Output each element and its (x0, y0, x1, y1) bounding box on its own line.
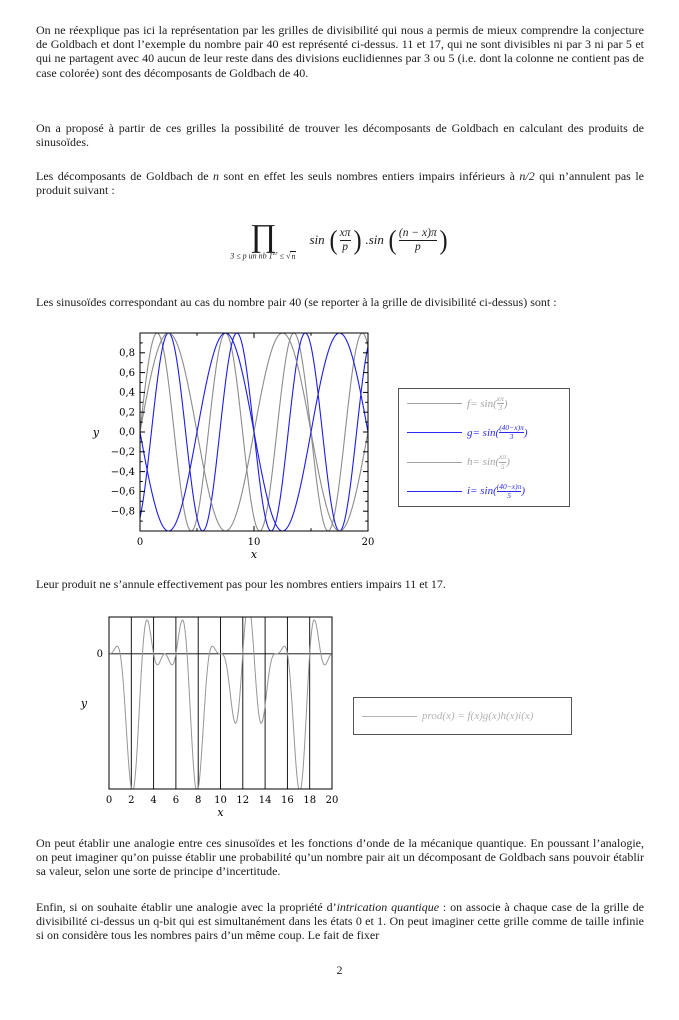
x-tick-label: 8 (195, 795, 202, 806)
x-tick-label: 6 (172, 795, 180, 806)
x-tick-label: 20 (361, 537, 375, 548)
legend-entry-h: h = sin( $\frac{x\pi}{5}$ ) (399, 453, 569, 471)
product-symbol: ∏ (250, 217, 277, 253)
legend-line-sample (407, 432, 462, 433)
y-tick-label: −0,6 (110, 486, 135, 498)
paragraph-entanglement (36, 900, 644, 943)
legend-entry-f: f = sin( $\frac{x\pi}{3}$ ) (399, 395, 569, 413)
x-tick-label: 4 (150, 795, 157, 806)
paragraph-product-nonzero: Leur produit ne s’annule effectivement pas pour les nombres entiers impairs 11 et 17. (36, 577, 446, 591)
legend-fraction: $\frac{(40-x)\pi}{3}$ (499, 423, 524, 442)
legend-line-sample (362, 716, 417, 717)
y-tick-label: 0,6 (119, 367, 135, 379)
legend-entry-prod: prod(x) = f(x)g(x)h(x)i(x) (354, 710, 571, 722)
fraction-1: $\frac{x\pi}{p}$ (339, 226, 351, 253)
x-tick-label: 0 (136, 537, 144, 548)
product-subscript: 3 ≤ p un nb 1er ≤ √n (230, 251, 296, 261)
product-operator (230, 217, 296, 261)
sinusoids-chart-svg (80, 328, 390, 568)
paragraph-sinusoid-products: On a proposé à partir de ces grilles la possibilité de trouver les décomposants de Goldbach en calculant des produits de sinusoïdes. (36, 121, 644, 150)
y-tick-label: −0,4 (110, 466, 135, 478)
y-axis-title: y (80, 697, 88, 710)
sin-term-1: sin (309, 232, 325, 248)
paragraph-decomposants (36, 169, 644, 197)
x-tick-label: 10 (247, 537, 261, 548)
y-tick-label: 0 (96, 648, 103, 660)
x-tick-label: 20 (325, 795, 339, 806)
x-axis-title: x (217, 806, 224, 819)
y-tick-label: −0,8 (110, 506, 135, 518)
close-paren-1: ) (352, 224, 362, 255)
legend-entry-i: i = sin( $\frac{(40-x)\pi}{5}$ ) (399, 483, 569, 501)
goldbach-product-formula (0, 217, 679, 261)
x-tick-label: 0 (105, 795, 113, 806)
x-tick-label: 16 (281, 795, 294, 806)
legend-fraction: $\frac{(40-x)\pi}{5}$ (496, 481, 522, 500)
sinusoids-chart (80, 328, 390, 573)
open-paren-2: ( (388, 224, 397, 255)
p3-text: Les décomposants de Goldbach de (36, 169, 214, 183)
paragraph-sinusoides-40: Les sinusoïdes correspondant au cas du nombre pair 40 (se reporter à la grille de divisibilité ci-dessus) sont : (36, 295, 557, 309)
legend-entry-g: g = sin( $\frac{(40-x)\pi}{3}$ ) (399, 424, 569, 442)
legend-line-sample (407, 491, 462, 492)
legend-fraction: $\frac{x\pi}{5}$ (499, 452, 507, 471)
page-number: 2 (336, 963, 343, 977)
legend-line-sample (407, 462, 462, 463)
legend-line-sample (407, 403, 462, 404)
x-axis-title: x (250, 548, 258, 561)
sqrt-symbol: √ (286, 251, 291, 261)
p3-text-end: qui n’annulent pas le produit suivant : (36, 169, 644, 198)
y-tick-label: 0,4 (119, 387, 135, 399)
sinusoids-legend (398, 388, 570, 507)
paragraph-wave-analogy: On peut établir une analogie entre ces sinusoïdes et les fonctions d’onde de la mécanique quantique. En poussant l’analogie, on peut imaginer qu’on puisse établir une probabilité qu’un nombre pair ait un décomposant de Goldbach sans pouvoir établir sa valeur, selon une sorte de principe d’incertitude. (36, 836, 644, 879)
p7-italic-term: intrication quantique (336, 900, 440, 914)
x-tick-label: 18 (303, 795, 317, 806)
y-tick-label: 0,8 (119, 348, 135, 359)
y-axis-title: y (92, 426, 100, 439)
x-tick-label: 10 (214, 795, 227, 806)
p3-text-mid: sont en effet les seuls nombres entiers impairs inférieurs à (219, 169, 520, 183)
p7-text: Enfin, si on souhaite établir une analogie avec la propriété d’ (36, 900, 337, 914)
fraction-2: $\frac{(n - x)\pi}{p}$ (398, 226, 437, 253)
x-tick-label: 14 (258, 795, 272, 806)
sqrt-argument: n (291, 251, 296, 261)
p7-text-end: : on associe à chaque case de la grille de divisibilité ci-dessus un q-bit qui est simultanément dans les états 0 et 1. On peut imaginer cette grille comme de taille infinie si on considère tous les nombres pairs d’un même coup. Le fait de fixer (36, 900, 644, 943)
legend-fraction: $\frac{x\pi}{3}$ (496, 393, 504, 413)
math-var-n: n (213, 169, 220, 183)
close-paren-2: ) (439, 224, 448, 255)
x-tick-label: 2 (128, 795, 135, 806)
product-chart (60, 608, 360, 825)
plot-area (140, 333, 368, 531)
y-tick-label: −0,2 (110, 447, 135, 458)
open-paren-1: ( (329, 224, 338, 255)
product-chart-svg (60, 608, 360, 820)
y-tick-label: 0,2 (119, 407, 135, 419)
paragraph-intro-grids: On ne réexplique pas ici la représentation par les grilles de divisibilité qui nous a permis de mieux comprendre la conjecture de Goldbach et dont l’exemple du nombre pair 40 est représenté ci-dessus. 11 et 17, qui ne sont divisibles ni par 3 ni par 5 et qui ne partagent avec 40 aucun de leur reste dans des divisions euclidiennes par 3 ou 5 (i.e. dont la colonne ne contient pas de case colorée) sont des décomposants de Goldbach de 40. (36, 23, 644, 80)
product-legend (353, 697, 572, 735)
y-tick-label: 0,0 (119, 427, 135, 439)
sin-term-2: .sin (365, 232, 384, 248)
x-tick-label: 12 (236, 795, 250, 806)
math-var-n-over-2: n/2 (519, 169, 535, 183)
